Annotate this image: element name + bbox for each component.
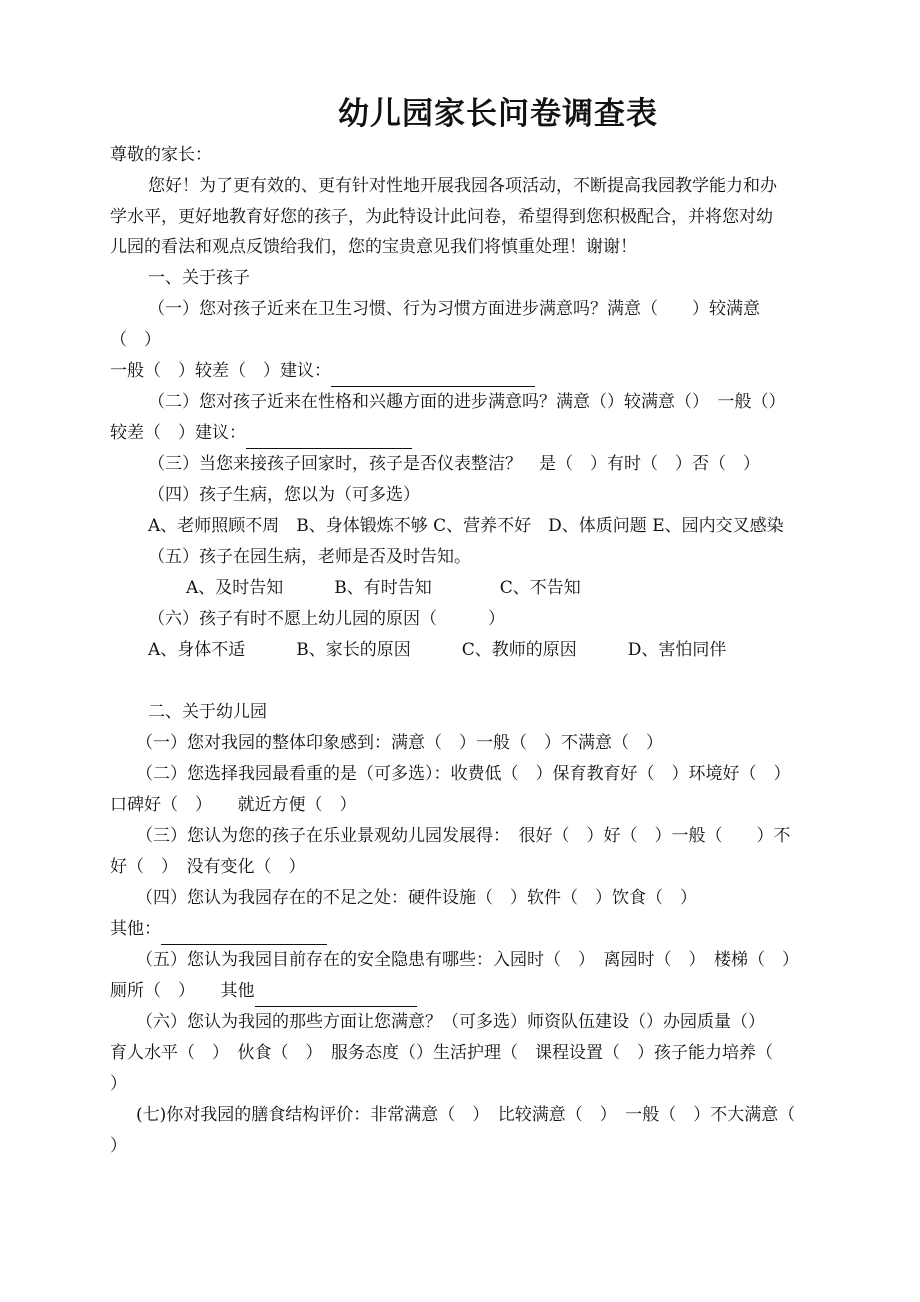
line-text: A、及时告知 B、有时告知 C、不告知 xyxy=(186,578,581,598)
text-line xyxy=(110,697,850,728)
answer-blank[interactable] xyxy=(331,364,535,387)
text-line xyxy=(110,449,850,480)
text-line xyxy=(110,759,850,790)
line-text: （一）您对孩子近来在卫生习惯、行为习惯方面进步满意吗？满意（ ）较满意 xyxy=(148,299,760,319)
text-line xyxy=(110,1131,850,1162)
line-text: 口碑好（ ） 就近方便（ ） xyxy=(110,795,357,815)
text-line xyxy=(110,852,850,883)
line-text: 您好！为了更有效的、更有针对性地开展我园各项活动，不断提高我园教学能力和办 xyxy=(148,176,777,196)
text-line xyxy=(110,728,850,759)
text-line xyxy=(110,232,850,263)
line-text: 学水平，更好地教育好您的孩子，为此特设计此问卷，希望得到您积极配合，并将您对幼 xyxy=(110,207,773,227)
line-text: （二）您对孩子近来在性格和兴趣方面的进步满意吗？满意（）较满意（） 一般（） xyxy=(148,392,786,412)
text-line xyxy=(110,821,850,852)
text-line xyxy=(110,604,850,635)
text-line xyxy=(110,914,850,945)
text-line xyxy=(110,573,850,604)
text-line xyxy=(110,1069,850,1100)
text-line xyxy=(110,976,850,1007)
line-text: A、身体不适 B、家长的原因 C、教师的原因 D、害怕同伴 xyxy=(148,640,727,660)
line-text: 较差（ ）建议： xyxy=(110,423,246,443)
text-line xyxy=(110,1007,850,1038)
text-line xyxy=(110,883,850,914)
line-text: 一、关于孩子 xyxy=(148,268,250,288)
text-line xyxy=(110,790,850,821)
line-text: A、老师照顾不周 B、身体锻炼不够 C、营养不好 D、体质问题 E、园内交叉感染 xyxy=(148,516,784,536)
line-text: ） xyxy=(110,1074,127,1094)
line-text: （ ） xyxy=(110,330,161,350)
line-text: （一）您对我园的整体印象感到：满意（ ）一般（ ）不满意（ ） xyxy=(136,733,663,753)
text-line xyxy=(110,387,850,418)
text-line xyxy=(110,480,850,511)
text-line xyxy=(110,635,850,666)
line-text: 尊敬的家长： xyxy=(110,145,212,165)
text-line xyxy=(110,418,850,449)
line-text: （二）您选择我园最看重的是（可多选）：收费低（ ）保育教育好（ ）环境好（ ） xyxy=(136,764,791,784)
line-text: (七)你对我园的膳食结构评价：非常满意（ ） 比较满意（ ） 一般（ ）不大满意（ xyxy=(136,1105,796,1125)
text-line xyxy=(110,171,850,202)
line-text: （五）您认为我园目前存在的安全隐患有哪些：入园时（ ） 离园时（ ） 楼梯（ ） xyxy=(136,950,799,970)
text-line xyxy=(110,511,850,542)
line-text: （三）您认为您的孩子在乐业景观幼儿园发展得： 很好（ ）好（ ）一般（ ）不 xyxy=(136,826,791,846)
line-text: 好（ ） 没有变化（ ） xyxy=(110,857,306,877)
line-text: 儿园的看法和观点反馈给我们，您的宝贵意见我们将慎重处理！谢谢！ xyxy=(110,237,637,257)
line-text: （四）孩子生病，您以为（可多选） xyxy=(148,485,420,505)
text-line xyxy=(110,140,850,171)
text-line xyxy=(110,325,850,356)
line-text: 厕所（ ） 其他 xyxy=(110,981,255,1001)
line-text: ） xyxy=(110,1136,127,1156)
text-line xyxy=(110,1038,850,1069)
text-line xyxy=(110,1100,850,1131)
answer-blank[interactable] xyxy=(255,984,417,1007)
text-line xyxy=(110,542,850,573)
line-text: （六）孩子有时不愿上幼儿园的原因（ ） xyxy=(148,609,505,629)
text-line xyxy=(110,263,850,294)
line-text: （三）当您来接孩子回家时，孩子是否仪表整洁？ 是（ ）有时（ ）否（ ） xyxy=(148,454,760,474)
line-text: 二、关于幼儿园 xyxy=(148,702,267,722)
line-text: 一般（ ）较差（ ）建议： xyxy=(110,361,331,381)
line-text: （四）您认为我园存在的不足之处：硬件设施（ ）软件（ ）饮食（ ） xyxy=(136,888,697,908)
answer-blank[interactable] xyxy=(161,922,327,945)
line-text: 其他： xyxy=(110,919,161,939)
text-line xyxy=(110,294,850,325)
page-title: 幼儿园家长问卷调查表 xyxy=(338,96,658,132)
text-line xyxy=(110,356,850,387)
line-text: （六）您认为我园的那些方面让您满意？（可多选）师资队伍建设（）办园质量（） xyxy=(136,1012,765,1032)
text-line xyxy=(110,945,850,976)
text-line xyxy=(110,202,850,233)
answer-blank[interactable] xyxy=(246,426,412,449)
line-text: （五）孩子在园生病，老师是否及时告知。 xyxy=(148,547,471,567)
line-text: 育人水平（ ） 伙食（ ） 服务态度（）生活护理（ 课程设置（ ）孩子能力培养（ xyxy=(110,1043,773,1063)
